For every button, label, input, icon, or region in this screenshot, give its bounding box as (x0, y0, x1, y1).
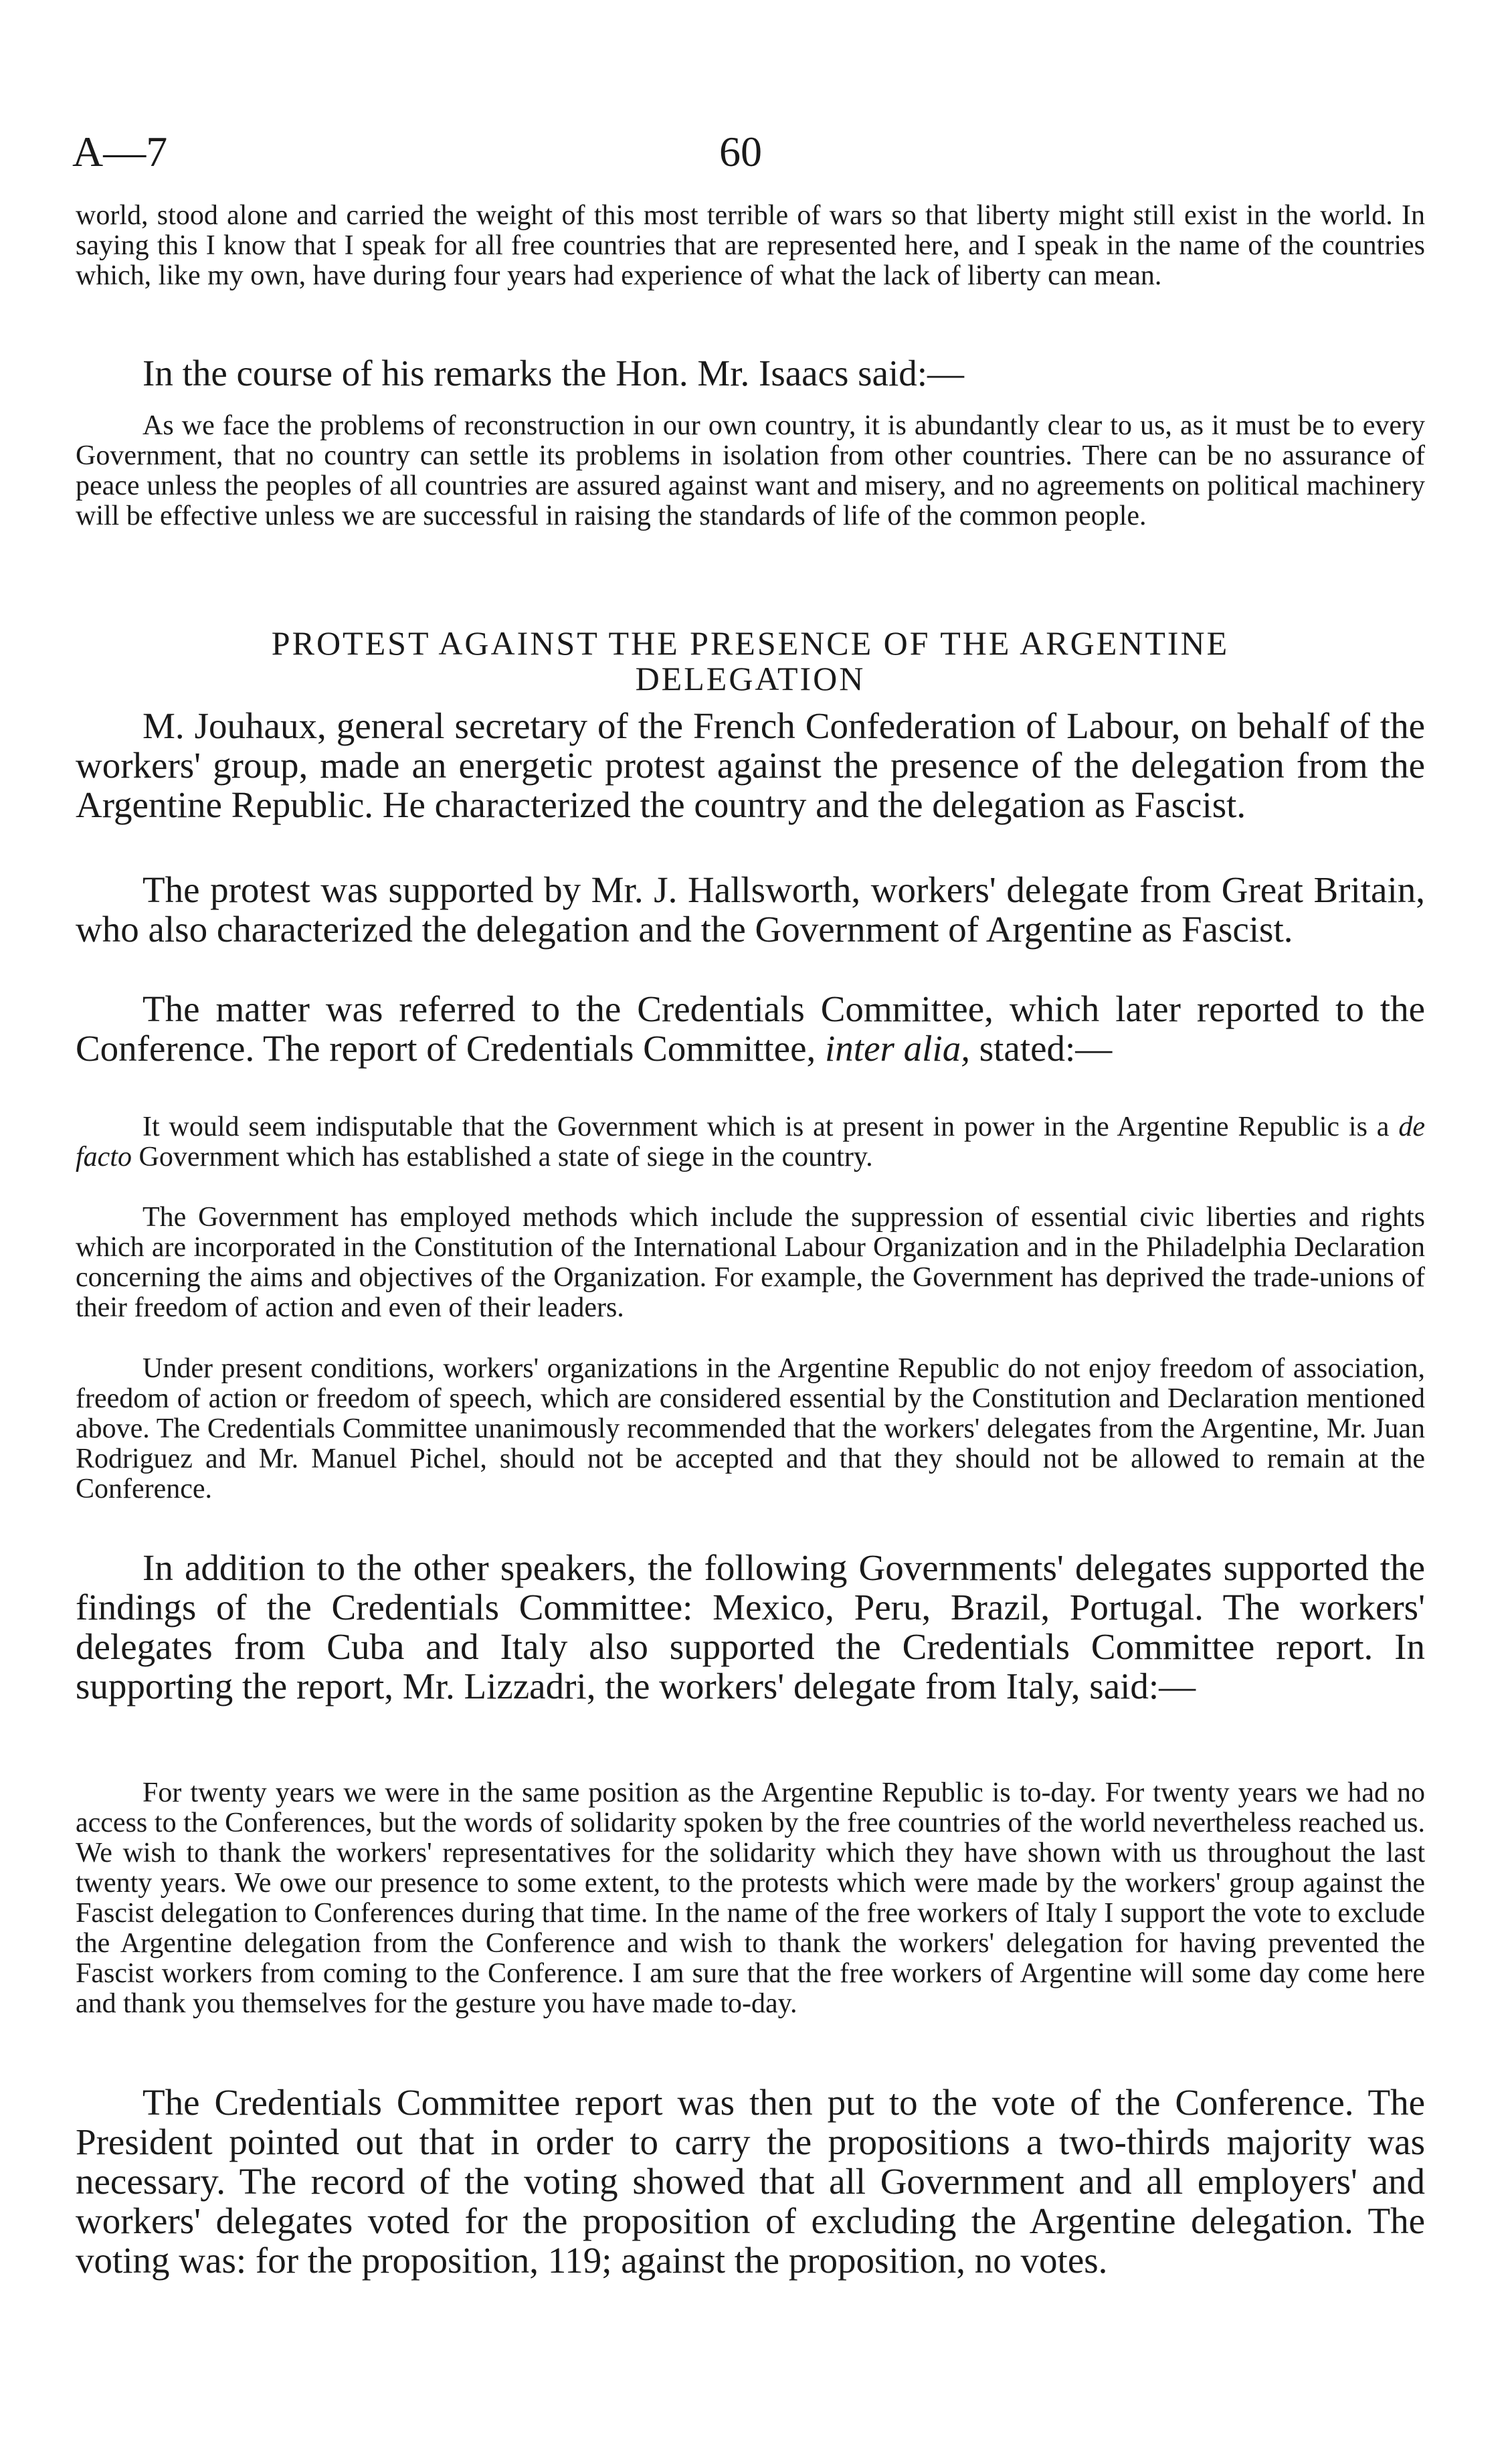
paragraph-supporting-governments: In addition to the other speakers, the following Governments' delegates supported the findings of the Credentials Committee: Mexico, Peru, Brazil, Portugal. The workers' delegates from Cuba and Italy also supported the Credentials Committee report. In supporting the report, Mr. Lizzadri, the workers' delegate from Italy, said:— (76, 1547, 1425, 1706)
paragraph-hallsworth: The protest was supported by Mr. J. Hallsworth, workers' delegate from Great Britain, who also characterized the delegation and the Government of Argentine as Fascist. (76, 869, 1425, 950)
quote-isaacs: As we face the problems of reconstruction in our own country, it is abundantly clear to us, as it must be to every Government, that no country can settle its problems in isolation from other countries. There can be no assurance of peace unless the peoples of all countries are assured against want and misery, and no agreements on political machinery will be effective unless we are successful in raising the standards of life of the common people. (76, 410, 1425, 531)
paragraph-vote-result: The Credentials Committee report was then put to the vote of the Conference. The President pointed out that in order to carry the propositions a two-thirds majority was necessary. The record of the voting showed that all Government and all employers' and workers' delegates voted for the proposition of excluding the Argentine delegation. The voting was: for the proposition, 119; against the proposition, no votes. (76, 2082, 1425, 2281)
page-number: 60 (719, 128, 762, 175)
paragraph-credentials-referral (76, 989, 1425, 1068)
quote-report-2: The Government has employed methods which include the suppression of essential civic liberties and rights which are incorporated in the Constitution of the International Labour Organization and in the Philadelphia Declaration concerning the aims and objectives of the Organization. For example, the Government has deprived the trade-unions of their freedom of action and even of their leaders. (76, 1202, 1425, 1323)
section-label: A—7 (72, 128, 168, 175)
section-heading-line2: DELEGATION (635, 660, 866, 697)
paragraph-isaacs-intro: In the course of his remarks the Hon. Mr. Isaacs said:— (143, 353, 965, 393)
text: It would seem indisputable that the Government which is at present in power in the Argentine Republic is a (143, 1112, 1399, 1142)
paragraph-jouhaux: M. Jouhaux, general secretary of the French Confederation of Labour, on behalf of the workers' group, made an energetic protest against the presence of the delegation from the Argentine Republic. He characterized the country and the delegation as Fascist. (76, 705, 1425, 825)
section-heading-line1: PROTEST AGAINST THE PRESENCE OF THE ARGENTINE (271, 624, 1230, 662)
quote-lizzadri: For twenty years we were in the same position as the Argentine Republic is to-day. For twenty years we had no access to the Conferences, but the words of solidarity spoken by the free countries of the world nevertheless reached us. We wish to thank the workers' representatives for the solidarity which they have shown with us throughout the last twenty years. We owe our presence to some extent, to the protests which were made by the workers' group against the Fascist delegation to Conferences during that time. In the name of the free workers of Italy I support the vote to exclude the Argentine delegation from the Conference and wish to thank the workers' delegation for having prevented the Fascist workers from coming to the Conference. I am sure that the free workers of Argentine will some day come here and thank you themselves for the gesture you have made to-day. (76, 1777, 1425, 2019)
quote-report-3: Under present conditions, workers' organizations in the Argentine Republic do not enjoy freedom of association, freedom of action or freedom of speech, which are considered essential by the Constitution and Declaration mentioned above. The Credentials Committee unanimously recommended that the workers' delegates from the Argentine, Mr. Juan Rodriguez and Mr. Manuel Pichel, should not be accepted and that they should not be allowed to remain at the Conference. (76, 1353, 1425, 1504)
quote-report-1 (76, 1112, 1425, 1172)
italic-text: de facto (76, 1112, 1425, 1172)
text: stated:— (969, 1028, 1113, 1069)
paragraph-continued: world, stood alone and carried the weight of this most terrible of wars so that liberty might still exist in the world. In saying this I know that I speak for all free countries that are represented here, and I speak in the name of the countries which, like my own, have during four years had experience of what the lack of liberty can mean. (76, 200, 1425, 291)
text: Government which has established a state of siege in the country. (131, 1142, 873, 1172)
text: The matter was referred to the Credentials Committee, which later reported to the Conference. The report of Credentials Committee, (76, 988, 1425, 1069)
italic-text: inter alia, (825, 1028, 970, 1069)
